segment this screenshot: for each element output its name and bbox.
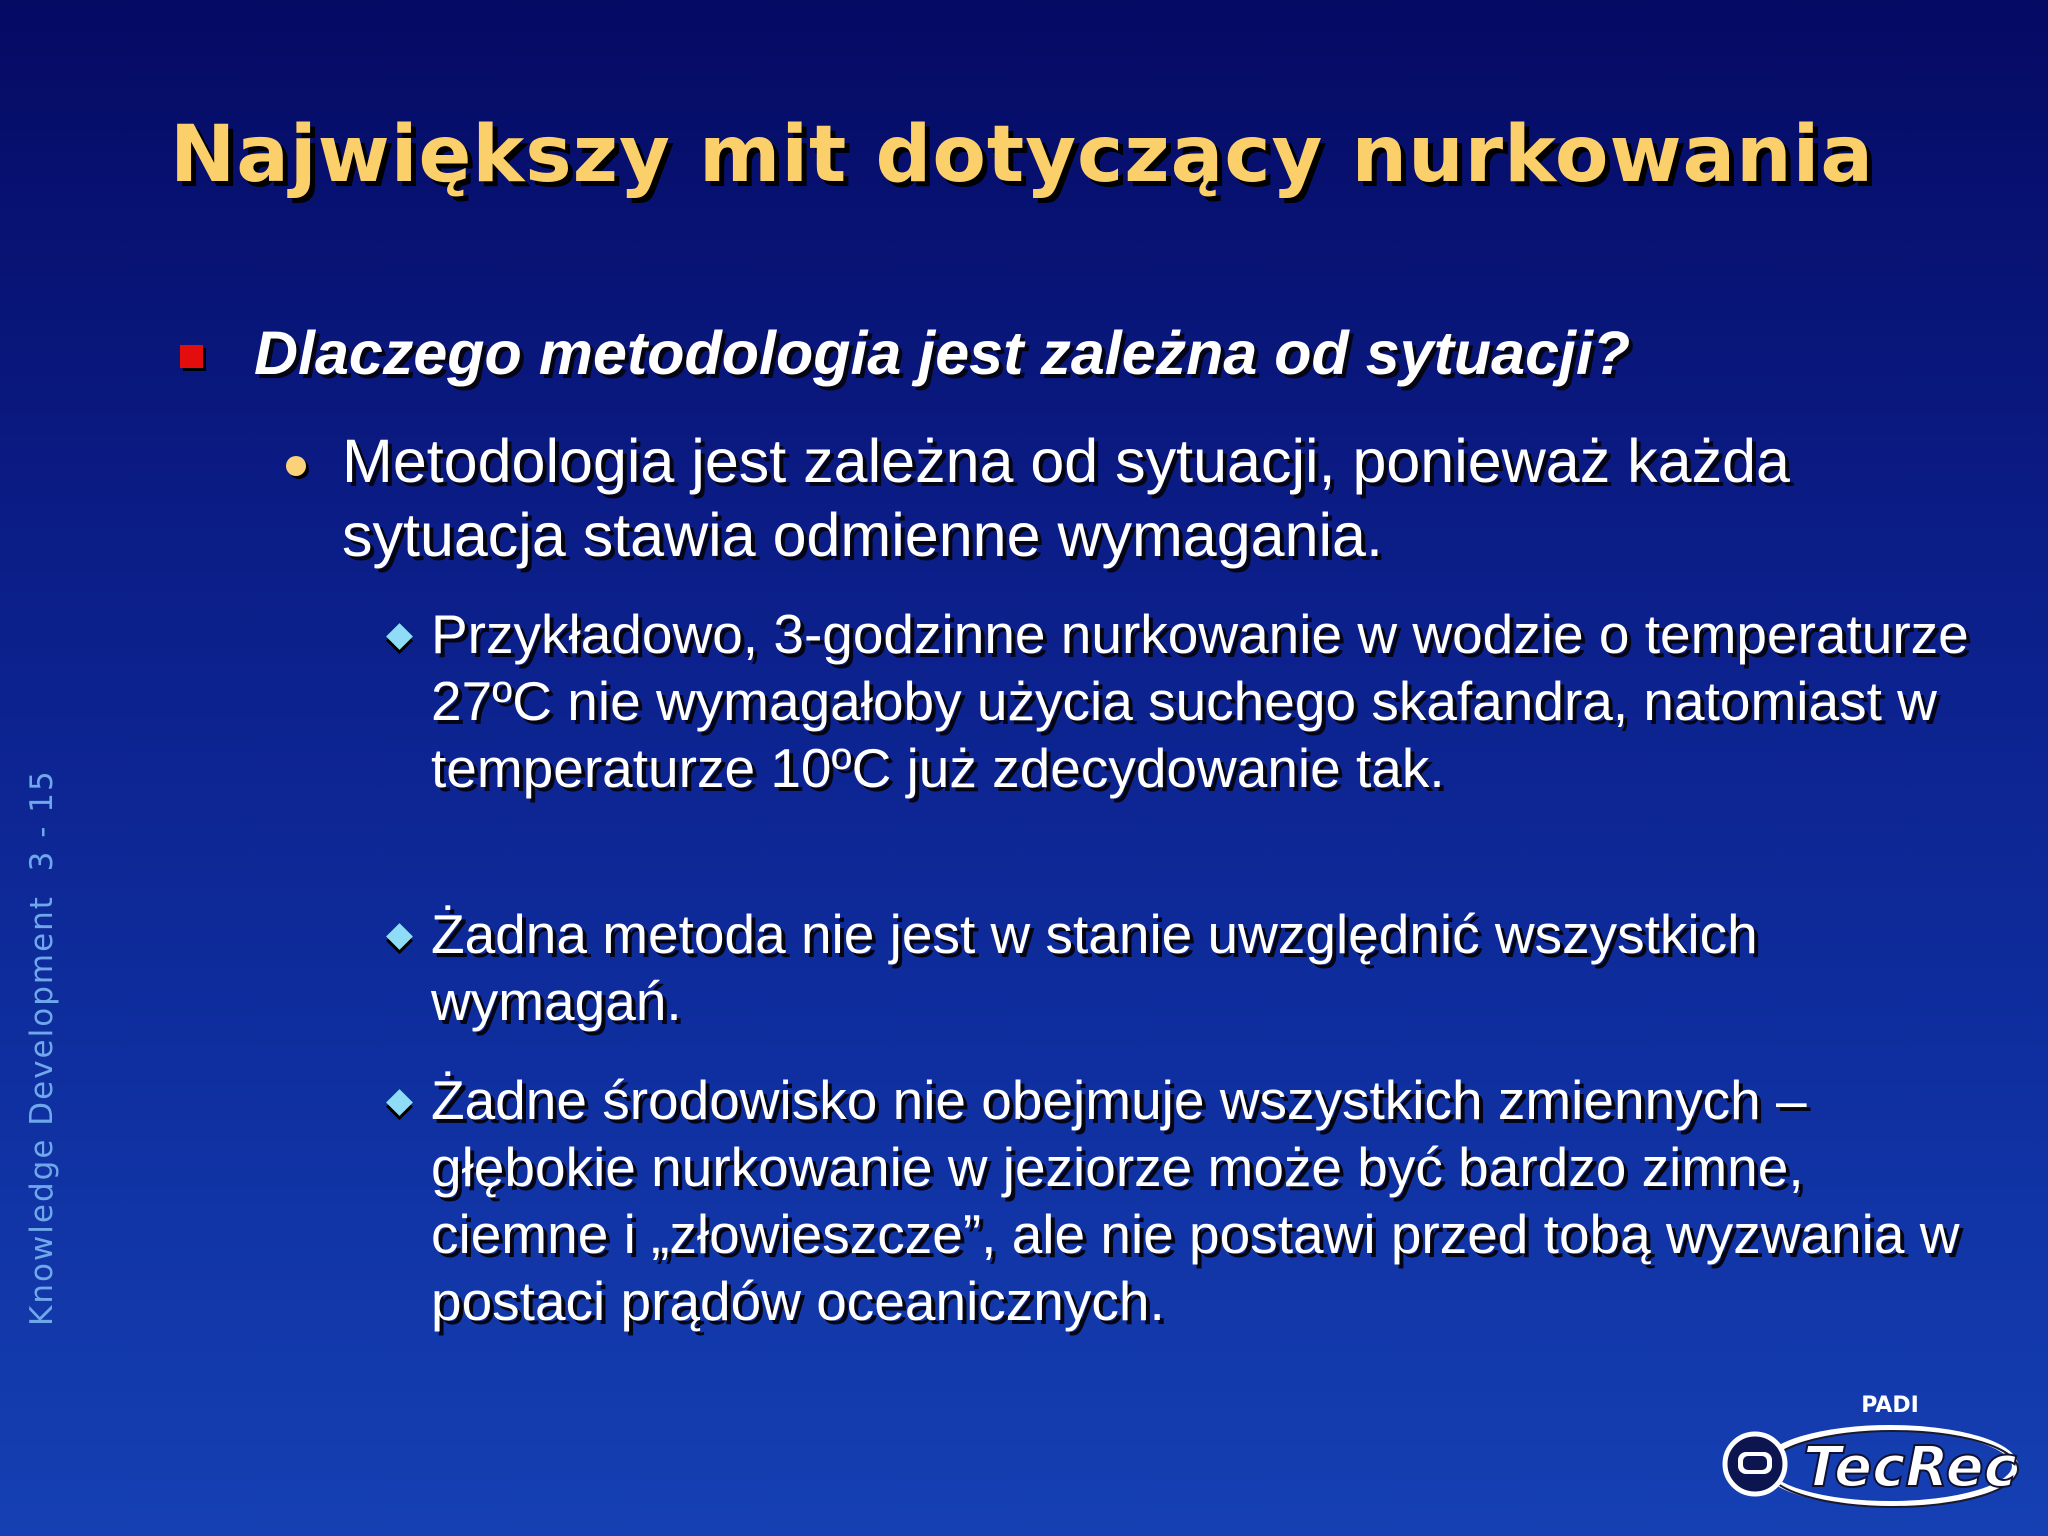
diamond-bullet-icon (386, 1089, 413, 1116)
round-bullet-icon (286, 456, 306, 476)
list-item-method: Żadna metoda nie jest w stanie uwzględnić wszystkich wymagań. (431, 903, 1758, 1032)
red-square-bullet-icon (180, 345, 203, 368)
slide-title: Największy mit dotyczący nurkowania (170, 110, 1875, 200)
svg-text:PADI: PADI (1861, 1393, 1919, 1418)
padi-tecrec-logo (1700, 1390, 2030, 1520)
svg-text:TecRec: TecRec (1803, 1435, 2017, 1500)
answer-text: Metodologia jest zależna od sytuacji, ponieważ każda sytuacja stawia odmienne wymagania. (342, 427, 1790, 569)
list-item-example: Przykładowo, 3-godzinne nurkowanie w wodzie o temperaturze 27ºC nie wymagałoby użycia suchego skafandra, natomiast w temperaturze 10ºC już zdecydowanie tak. (431, 603, 1969, 799)
question-heading: Dlaczego metodologia jest zależna od sytuacji? (254, 319, 1631, 387)
diamond-bullet-icon (386, 623, 413, 650)
diamond-bullet-icon (386, 923, 413, 950)
side-label: Knowledge Development 3 - 15 (24, 769, 60, 1326)
list-item-environment: Żadne środowisko nie obejmuje wszystkich zmiennych – głębokie nurkowanie w jeziorze może być bardzo zimne, ciemne i „złowieszcze”, ale nie postawi przed tobą wyzwania w postaci prądów oceanicznych. (431, 1069, 1960, 1332)
